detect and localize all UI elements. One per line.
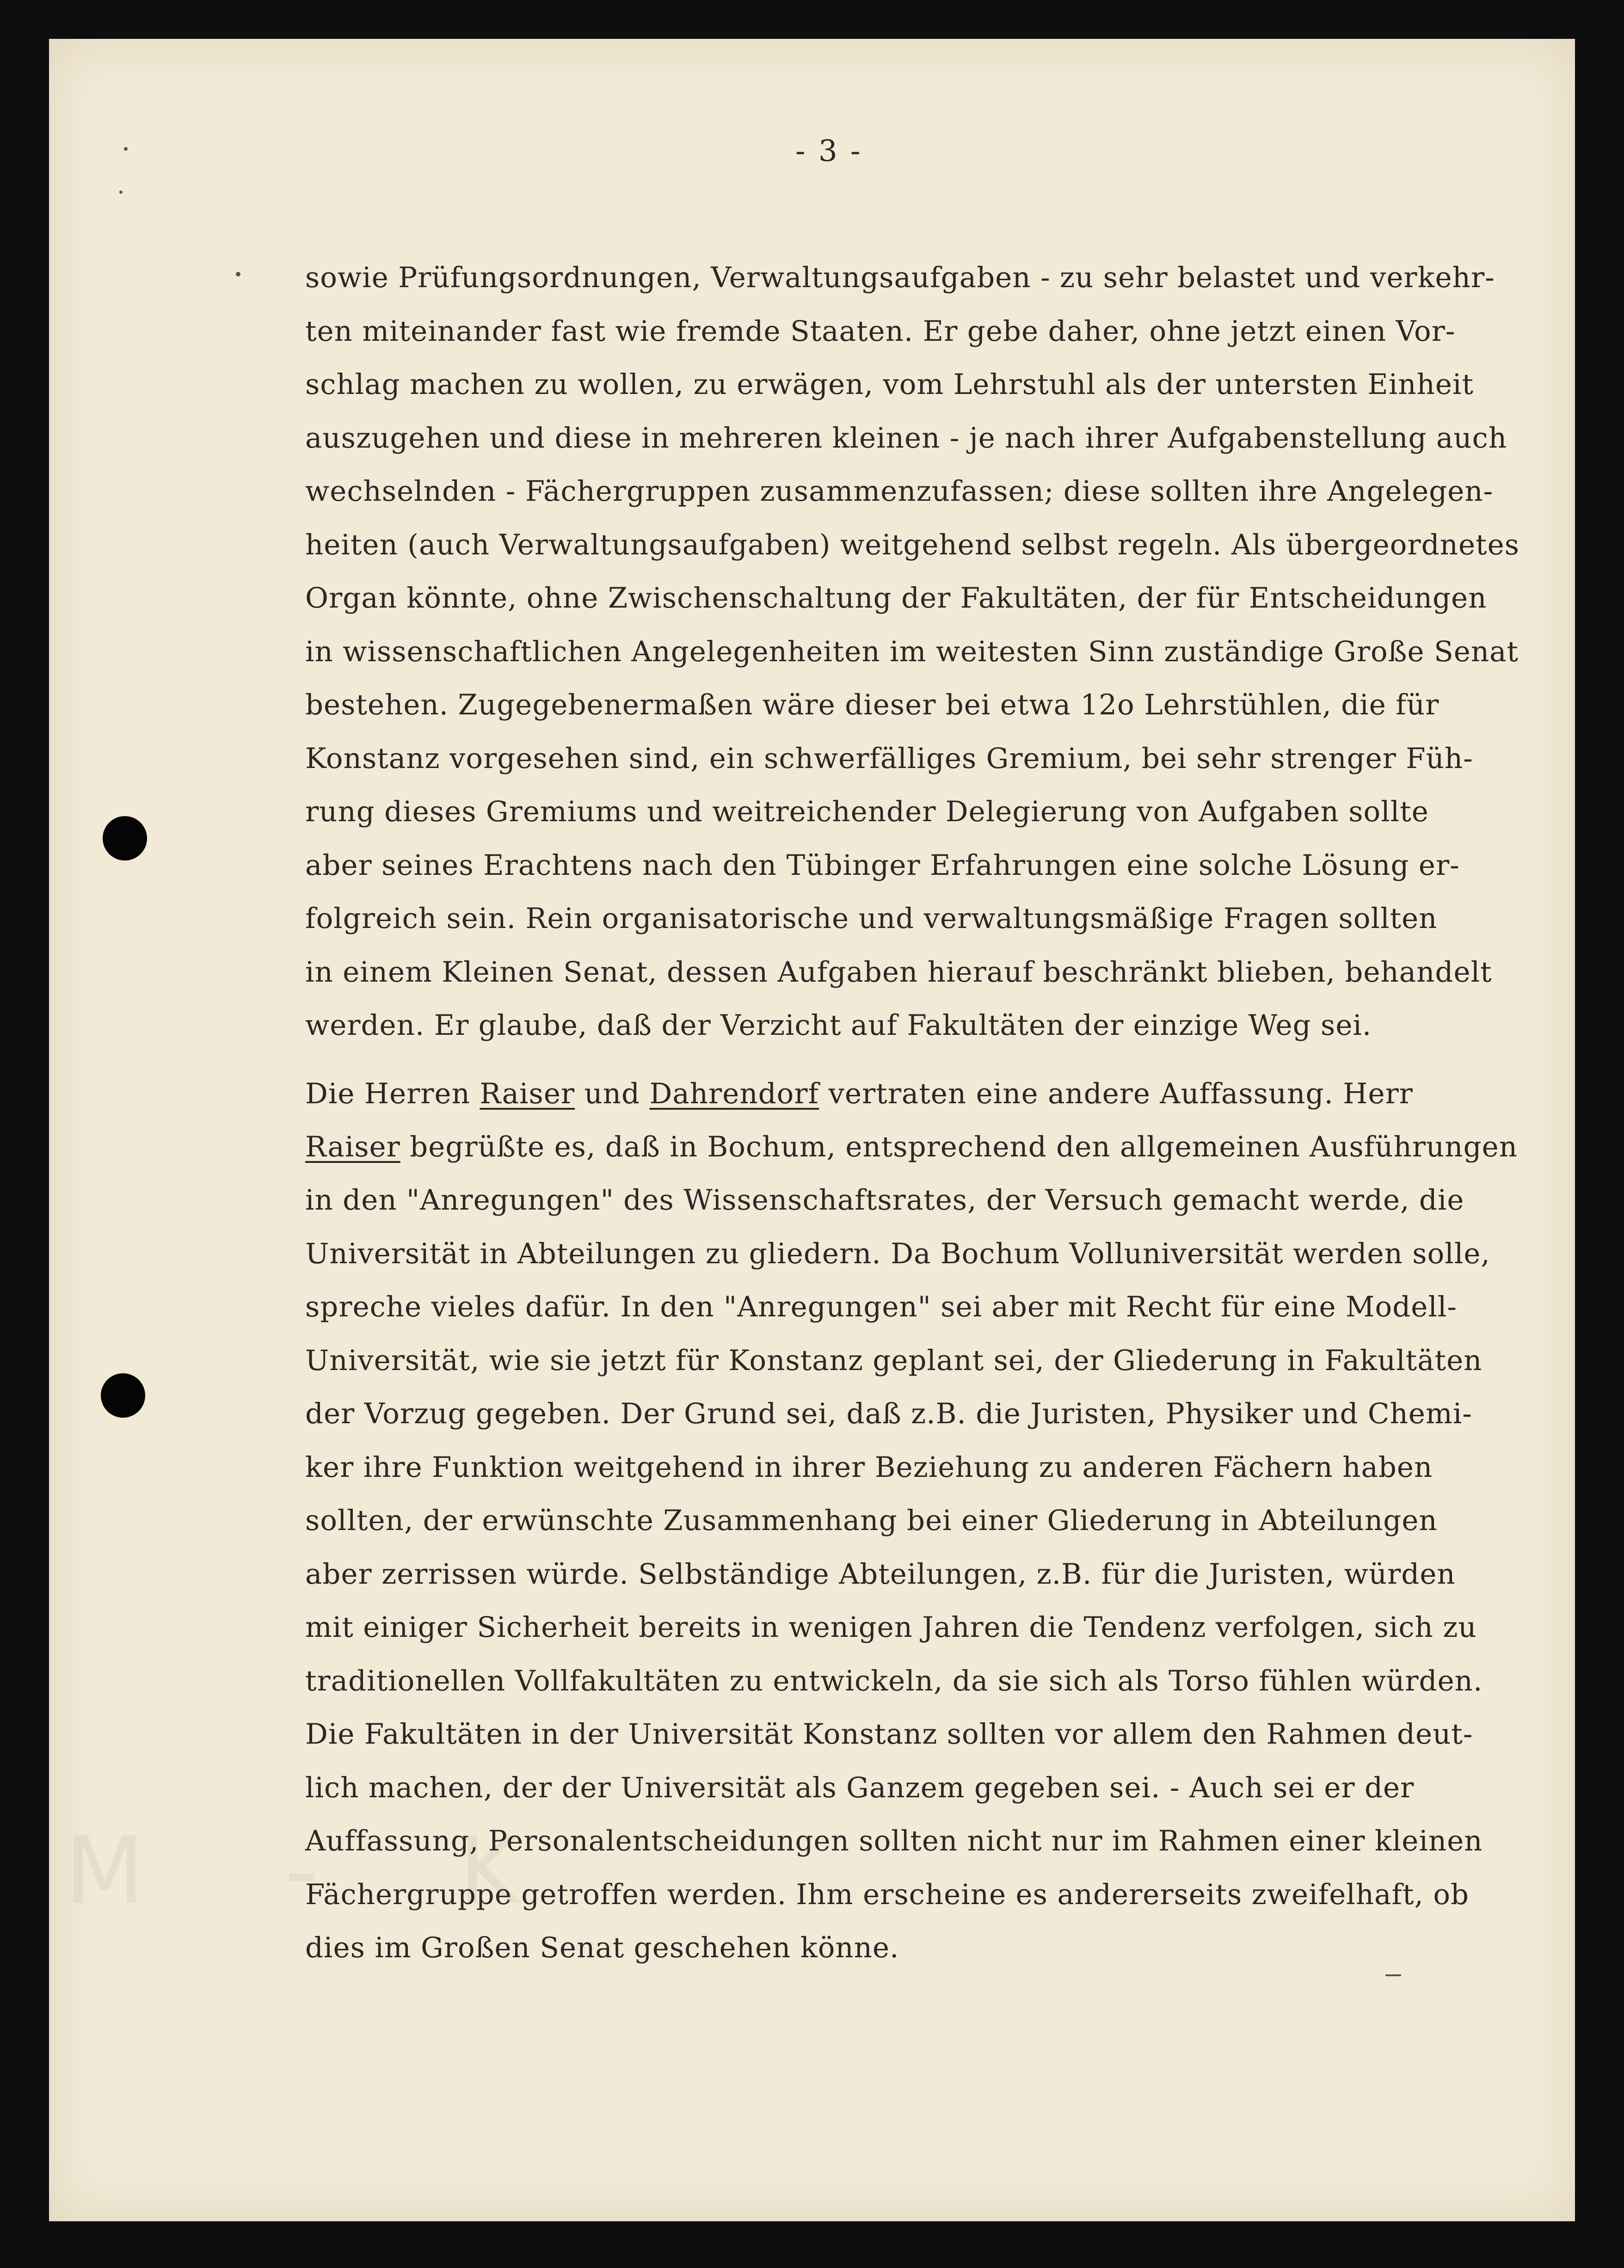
punch-hole-upper [103,816,147,860]
text-line: spreche vieles dafür. In den "Anregungen" sei aber mit Recht für eine Modell- [305,1291,1457,1323]
text-line: auszugehen und diese in mehreren kleinen - je nach ihrer Aufgabenstellung auch [305,421,1507,455]
text-line: rung dieses Gremiums und weitreichender Delegierung von Aufgaben sollte [305,795,1429,828]
person-name-raiser: Raiser [305,1131,400,1163]
text-line: ten miteinander fast wie fremde Staaten. Er gebe daher, ohne jetzt einen Vor- [305,314,1456,348]
paper-speck [119,191,123,194]
paper-speck [1385,1974,1401,1976]
text-line: lich machen, der der Universität als Ganzem gegeben sei. - Auch sei er der [305,1771,1415,1804]
text-line: Auffassung, Personalentscheidungen sollten nicht nur im Rahmen einer kleinen [305,1825,1483,1857]
text-line: Konstanz vorgesehen sind, ein schwerfälliges Gremium, bei sehr strenger Füh- [305,742,1473,775]
text-segment: und [575,1077,650,1110]
text-line: sollten, der erwünschte Zusammenhang bei einer Gliederung in Abteilungen [305,1504,1438,1537]
archive-watermark: M - K [65,1817,575,1925]
text-line: mit einiger Sicherheit bereits in wenigen Jahren die Tendenz verfolgen, sich zu [305,1611,1477,1644]
punch-hole-lower [101,1373,145,1418]
paper-speck [236,272,240,277]
text-line: in den "Anregungen" des Wissenschaftsrates, der Versuch gemacht werde, die [305,1184,1464,1217]
text-line: in wissenschaftlichen Angelegenheiten im weitesten Sinn zuständige Große Senat [305,635,1519,668]
text-line: heiten (auch Verwaltungsaufgaben) weitgehend selbst regeln. Als übergeordnetes [305,528,1519,561]
text-line [305,1133,1518,1161]
text-line: folgreich sein. Rein organisatorische und verwaltungsmäßige Fragen sollten [305,902,1438,935]
text-line: traditionellen Vollfakultäten zu entwickeln, da sie sich als Torso fühlen würden. [305,1664,1483,1697]
text-line: werden. Er glaube, daß der Verzicht auf Fakultäten der einzige Weg sei. [305,1009,1372,1042]
text-line: Universität in Abteilungen zu gliedern. Da Bochum Volluniversität werden solle, [305,1237,1490,1270]
person-name-raiser: Raiser [480,1077,575,1110]
text-line: in einem Kleinen Senat, dessen Aufgaben hierauf beschränkt blieben, behandelt [305,955,1492,989]
text-segment: Die Herren [305,1077,480,1110]
paper-speck [124,147,128,151]
text-line: Die Fakultäten in der Universität Konstanz sollten vor allem den Rahmen deut- [305,1718,1473,1751]
page-number: - 3 - [795,134,862,168]
text-line: Universität, wie sie jetzt für Konstanz geplant sei, der Gliederung in Fakultäten [305,1344,1483,1377]
text-line: sowie Prüfungsordnungen, Verwaltungsaufgaben - zu sehr belastet und verkehr- [305,261,1495,294]
text-line: der Vorzug gegeben. Der Grund sei, daß z.B. die Juristen, Physiker und Chemi- [305,1397,1472,1430]
text-line: aber seines Erachtens nach den Tübinger Erfahrungen eine solche Lösung er- [305,848,1460,882]
text-line: dies im Großen Senat geschehen könne. [305,1931,899,1964]
text-line: aber zerrissen würde. Selbständige Abteilungen, z.B. für die Juristen, würden [305,1557,1456,1591]
text-line: ker ihre Funktion weitgehend in ihrer Beziehung zu anderen Fächern haben [305,1451,1433,1484]
text-line: schlag machen zu wollen, zu erwägen, vom Lehrstuhl als der untersten Einheit [305,368,1474,401]
text-segment: vertraten eine andere Auffassung. Herr [819,1077,1413,1110]
text-line: Fächergruppe getroffen werden. Ihm erscheine es andererseits zweifelhaft, ob [305,1878,1470,1911]
person-name-dahrendorf: Dahrendorf [649,1077,819,1110]
text-line: wechselnden - Fächergruppen zusammenzufassen; diese sollten ihre Angelegen- [305,475,1494,508]
text-line: Organ könnte, ohne Zwischenschaltung der Fakultäten, der für Entscheidungen [305,582,1487,615]
text-line: bestehen. Zugegebenermaßen wäre dieser bei etwa 12o Lehrstühlen, die für [305,688,1439,721]
text-line [305,1077,1413,1110]
text-segment: begrüßte es, daß in Bochum, entsprechend den allgemeinen Ausführungen [400,1131,1518,1163]
